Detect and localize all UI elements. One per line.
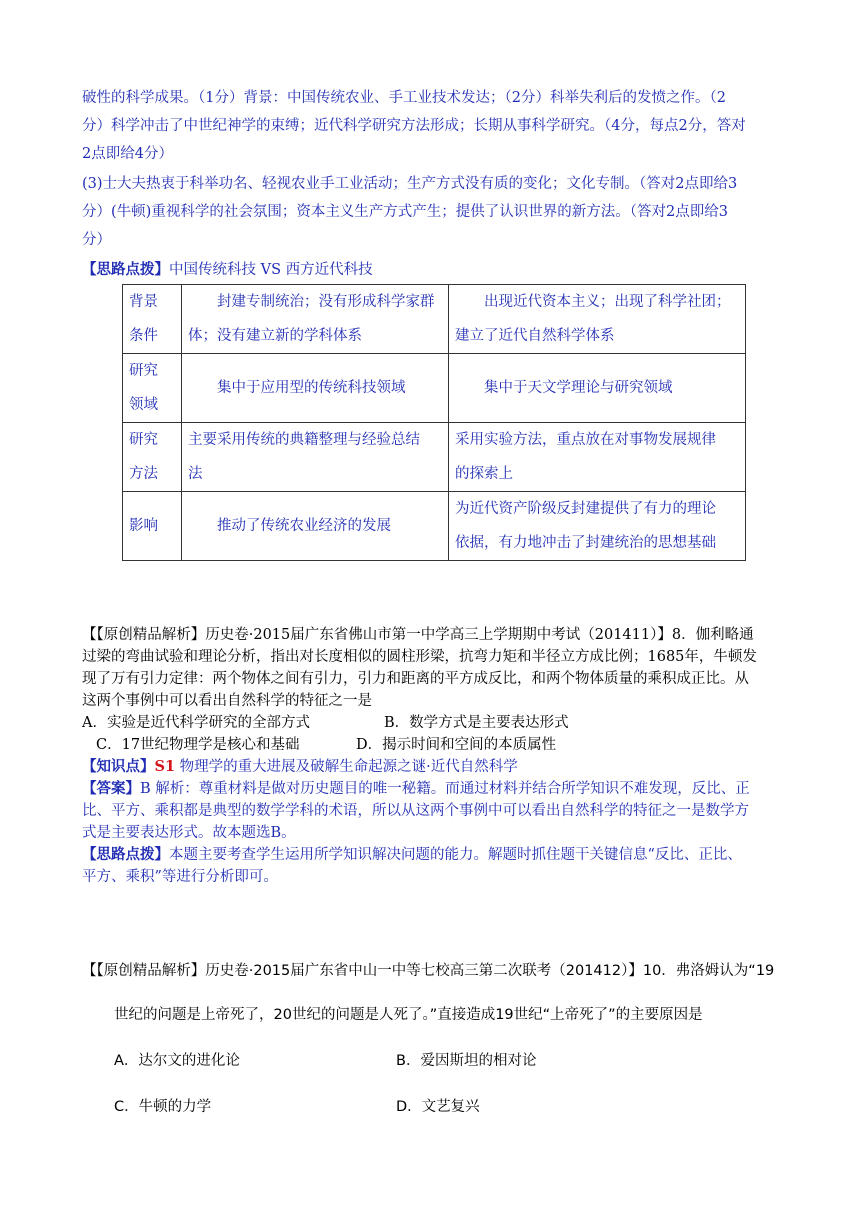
china-cell: 封建专制统治；没有形成科学家群 体；没有建立新的学科体系 [182,285,449,354]
answer-line: 破性的科学成果。（1分）背景：中国传统农业、手工业技术发达；（2分）科举失利后的发愤之作。（2 [82,90,726,106]
question-stem: 现了万有引力定律：两个物体之间有引力，引力和距离的平方成反比，和两个物体质量的乘积成正比。从 [82,671,749,687]
table-row [123,354,746,423]
row-header: 影响 [123,492,182,561]
china-cell: 主要采用传统的典籍整理与经验总结 法 [182,423,449,492]
tip-tag: 【思路点拨】 [82,261,169,278]
option-b: B．爱因斯坦的相对论 [396,1053,537,1069]
answer-line: 分）科学冲击了中世纪神学的束缚；近代科学研究方法形成；长期从事科学研究。（4分，每点2分，答对 [82,118,746,134]
question-head: 【【原创精品解析】历史卷·2015届广东省中山一中等七校高三第二次联考（201412）】10．弗洛姆认为“19 [82,963,775,979]
answer-line: 2点即给4分） [82,146,173,162]
option-d: D．揭示时间和空间的本质属性 [356,737,557,753]
knowledge-point: 【知识点】S1 物理学的重大进展及破解生命起源之谜·近代自然科学 [82,758,518,775]
west-cell: 集中于天文学理论与研究领域 [449,354,746,423]
question-stem: 过梁的弯曲试验和理论分析，指出对长度相似的圆柱形梁，抗弯力矩和半径立方成比例；1685年，牛顿发 [82,649,757,665]
china-cell: 推动了传统农业经济的发展 [182,492,449,561]
row-header: 研究 方法 [123,423,182,492]
answer-line: 分）(牛顿)重视科学的社会氛围；资本主义生产方式产生；提供了认识世界的新方法。（答对2点即给3 [82,204,729,220]
tip-heading [82,256,778,284]
row-header: 背景 条件 [123,285,182,354]
answer-line: 式是主要表达形式。故本题选B。 [82,825,296,841]
option-d: D．文艺复兴 [396,1099,480,1115]
row-header: 研究 领域 [123,354,182,423]
tip-line: 平方、乘积”等进行分析即可。 [82,869,278,885]
question-stem: 这两个事例中可以看出自然科学的特征之一是 [82,693,372,709]
west-cell: 采用实验方法，重点放在对事物发展规律 的探索上 [449,423,746,492]
option-a: A．实验是近代科学研究的全部方式 [82,715,310,731]
answer-line: 比、平方、乘积都是典型的数学学科的术语，所以从这两个事例中可以看出自然科学的特征之一是数学方 [82,803,749,819]
option-a: A．达尔文的进化论 [114,1053,240,1069]
table-row [123,423,746,492]
answer-line: 分） [82,232,111,248]
answer-line: 【答案】B 解析：尊重材料是做对历史题目的唯一秘籍。而通过材料并结合所学知识不难发现，反比、正 [82,780,750,797]
china-cell: 集中于应用型的传统科技领域 [182,354,449,423]
question-stem: 世纪的问题是上帝死了，20世纪的问题是人死了。”直接造成19世纪“上帝死了”的主要原因是 [114,1007,703,1023]
table-row [123,492,746,561]
question-stem: 【【原创精品解析】历史卷·2015届广东省佛山市第一中学高三上学期期中考试（201411）】8．伽利略通 [82,627,754,643]
option-c: C．牛顿的力学 [114,1099,212,1115]
comparison-table [122,284,746,561]
tip-line: 【思路点拨】本题主要考查学生运用所学知识解决问题的能力。解题时抓住题干关键信息“反比、正比、 [82,846,742,863]
west-cell: 为近代资产阶级反封建提供了有力的理论 依据，有力地冲击了封建统治的思想基础 [449,492,746,561]
answer-line: (3)士大夫热衷于科举功名、轻视农业手工业活动；生产方式没有质的变化；文化专制。（答对2点即给3 [82,176,738,192]
option-b: B．数学方式是主要表达形式 [384,715,569,731]
west-cell: 出现近代资本主义；出现了科学社团； 建立了近代自然科学体系 [449,285,746,354]
option-c: C．17世纪物理学是核心和基础 [96,737,300,753]
tip-text: 中国传统科技 VS 西方近代科技 [169,262,373,278]
table-row [123,285,746,354]
